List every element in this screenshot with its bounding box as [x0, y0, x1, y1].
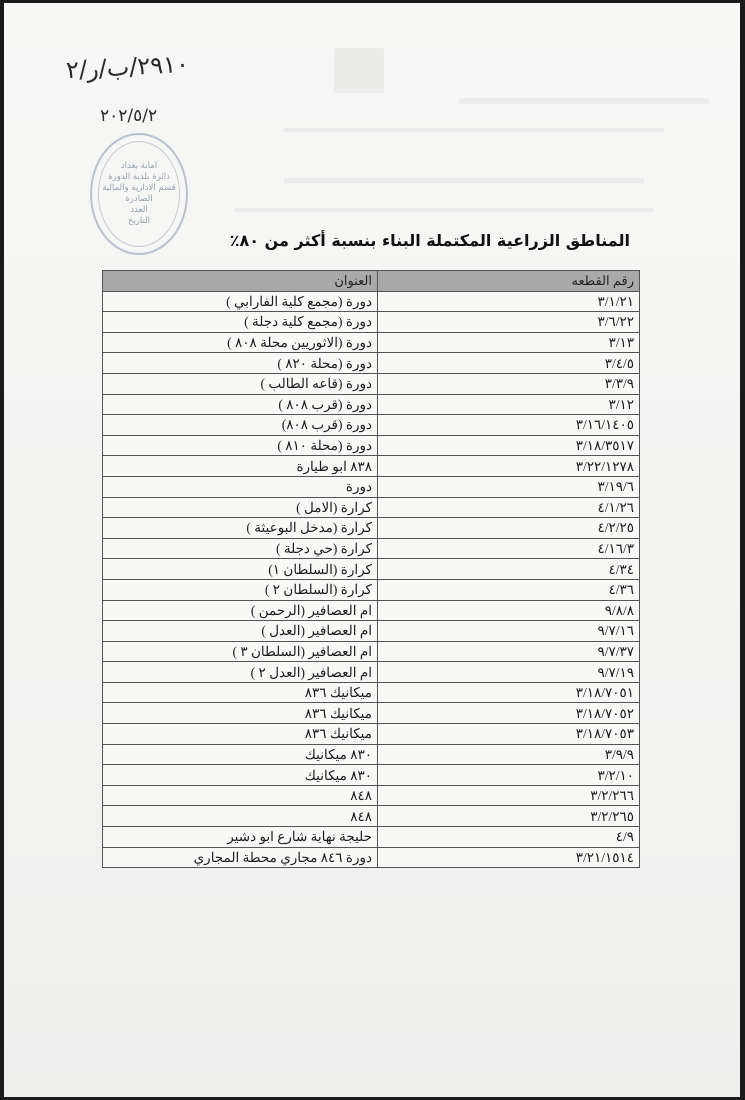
table-row	[103, 682, 640, 703]
handwritten-date: ٢٠٢/٥/٢	[100, 106, 158, 126]
plot-number-cell: ٣/١٨/٧٠٥١	[378, 682, 640, 703]
address-cell: كرارة (مدخل البوعيثة )	[103, 518, 378, 539]
table-row	[103, 435, 640, 456]
address-cell: دورة (الاثوريين محلة ٨٠٨ )	[103, 332, 378, 353]
plot-number-cell: ٣/١٣	[378, 332, 640, 353]
table-row	[103, 579, 640, 600]
address-cell: ام العصافير (العدل )	[103, 621, 378, 642]
address-cell: ميكانيك ٨٣٦	[103, 703, 378, 724]
bleed-through-mark	[284, 128, 664, 132]
address-cell: دورة ٨٤٦ مجاري محطة المجاري	[103, 847, 378, 868]
address-cell: ٨٣٨ ابو طيارة	[103, 456, 378, 477]
address-cell: ميكانيك ٨٣٦	[103, 724, 378, 745]
table-row	[103, 476, 640, 497]
table-row	[103, 538, 640, 559]
plot-number-cell: ٤/٣٤	[378, 559, 640, 580]
address-cell: دورة (قرب ٨٠٨)	[103, 415, 378, 436]
address-cell: دورة (قاعه الطالب )	[103, 373, 378, 394]
header-plot-number: رقم القطعه	[378, 271, 640, 292]
bleed-through-mark	[334, 48, 384, 93]
table-row	[103, 703, 640, 724]
table-row	[103, 373, 640, 394]
table-row	[103, 641, 640, 662]
table-row	[103, 662, 640, 683]
stamp-line: امانة بغداد	[120, 161, 158, 171]
table-header-row	[103, 271, 640, 292]
address-cell: كرارة (السلطان ٢ )	[103, 579, 378, 600]
handwritten-reference-number: ٢٩١٠/ب/ر/٢	[65, 49, 190, 85]
address-cell: دورة (قرب ٨٠٨ )	[103, 394, 378, 415]
address-cell: ام العصافير (السلطان ٣ )	[103, 641, 378, 662]
table-row	[103, 518, 640, 539]
table-row	[103, 806, 640, 827]
plot-number-cell: ٩/٧/٣٧	[378, 641, 640, 662]
official-stamp	[90, 133, 188, 255]
plot-number-cell: ٣/٩/٩	[378, 744, 640, 765]
bleed-through-mark	[459, 98, 709, 104]
bleed-through-mark	[234, 208, 654, 212]
table-row	[103, 744, 640, 765]
plot-number-cell: ٤/٩	[378, 827, 640, 848]
parcels-table	[102, 270, 640, 868]
address-cell: حليجة نهاية شارع ابو دشير	[103, 827, 378, 848]
address-cell: ٨٤٨	[103, 806, 378, 827]
address-cell: كرارة (السلطان ١)	[103, 559, 378, 580]
address-cell: كرارة (الامل )	[103, 497, 378, 518]
table-row	[103, 559, 640, 580]
plot-number-cell: ٣/٢/٢٦٦	[378, 785, 640, 806]
stamp-inner-ring	[98, 141, 180, 247]
table-row	[103, 497, 640, 518]
address-cell: كرارة (حي دجلة )	[103, 538, 378, 559]
stamp-line: الصادرة	[125, 194, 153, 204]
plot-number-cell: ٩/٨/٨	[378, 600, 640, 621]
plot-number-cell: ٤/٣٦	[378, 579, 640, 600]
plot-number-cell: ٣/١٢	[378, 394, 640, 415]
address-cell: ام العصافير (العدل ٢ )	[103, 662, 378, 683]
table-row	[103, 353, 640, 374]
table-row	[103, 394, 640, 415]
plot-number-cell: ٤/١٦/٣	[378, 538, 640, 559]
plot-number-cell: ٣/٣/٩	[378, 373, 640, 394]
table-row	[103, 621, 640, 642]
document-title: المناطق الزراعية المكتملة البناء بنسبة أكثر من ٨٠٪	[229, 231, 630, 250]
bleed-through-mark	[284, 178, 644, 183]
plot-number-cell: ٣/٦/٢٢	[378, 312, 640, 333]
plot-number-cell: ٩/٧/١٩	[378, 662, 640, 683]
header-address: العنوان	[103, 271, 378, 292]
table-row	[103, 765, 640, 786]
address-cell: دورة (مجمع كلية الفارابي )	[103, 291, 378, 312]
stamp-line: التاريخ	[127, 216, 151, 226]
address-cell: ميكانيك ٨٣٦	[103, 682, 378, 703]
plot-number-cell: ٣/٤/٥	[378, 353, 640, 374]
table-row	[103, 724, 640, 745]
address-cell: ٨٤٨	[103, 785, 378, 806]
address-cell: ٨٣٠ ميكانيك	[103, 744, 378, 765]
plot-number-cell: ٩/٧/١٦	[378, 621, 640, 642]
table-row	[103, 332, 640, 353]
address-cell: دورة (محلة ٨٢٠ )	[103, 353, 378, 374]
address-cell: ٨٣٠ ميكانيك	[103, 765, 378, 786]
plot-number-cell: ٣/٢١/١٥١٤	[378, 847, 640, 868]
address-cell: دورة (محلة ٨١٠ )	[103, 435, 378, 456]
plot-number-cell: ٣/١٦/١٤٠٥	[378, 415, 640, 436]
plot-number-cell: ٤/١/٢٦	[378, 497, 640, 518]
address-cell: دورة	[103, 476, 378, 497]
plot-number-cell: ٣/١٨/٧٠٥٣	[378, 724, 640, 745]
plot-number-cell: ٣/١٨/٧٠٥٢	[378, 703, 640, 724]
plot-number-cell: ٤/٢/٢٥	[378, 518, 640, 539]
table-row	[103, 291, 640, 312]
address-cell: ام العصافير (الرحمن )	[103, 600, 378, 621]
plot-number-cell: ٣/٢/٢٦٥	[378, 806, 640, 827]
plot-number-cell: ٣/١/٢١	[378, 291, 640, 312]
plot-number-cell: ٣/٢/١٠	[378, 765, 640, 786]
plot-number-cell: ٣/١٨/٣٥١٧	[378, 435, 640, 456]
stamp-line: دائرة بلدية الدورة	[108, 172, 170, 182]
plot-number-cell: ٣/٢٢/١٢٧٨	[378, 456, 640, 477]
table-row	[103, 600, 640, 621]
table-row	[103, 785, 640, 806]
table-row	[103, 456, 640, 477]
table-row	[103, 827, 640, 848]
table-row	[103, 312, 640, 333]
address-cell: دورة (مجمع كلية دجلة )	[103, 312, 378, 333]
table-row	[103, 847, 640, 868]
stamp-line: قسم الادارية والمالية	[102, 183, 176, 193]
table-row	[103, 415, 640, 436]
plot-number-cell: ٣/١٩/٦	[378, 476, 640, 497]
stamp-line: العدد	[130, 205, 148, 215]
